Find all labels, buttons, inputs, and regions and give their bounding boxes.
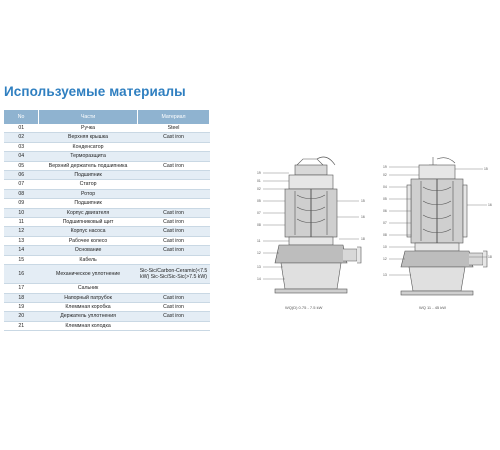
table-body xyxy=(4,124,210,331)
svg-text:14: 14 xyxy=(257,277,261,281)
row-no: 07 xyxy=(4,180,39,189)
row-material: Cast iron xyxy=(138,236,210,245)
row-part: Клеммная коробка xyxy=(39,302,138,311)
svg-text:15: 15 xyxy=(484,167,488,171)
table-row xyxy=(4,152,210,161)
row-no: 06 xyxy=(4,171,39,180)
row-material xyxy=(138,171,210,180)
row-no: 20 xyxy=(4,312,39,321)
row-part: Подшипник xyxy=(39,171,138,180)
row-material: Cast iron xyxy=(138,246,210,255)
svg-text:05: 05 xyxy=(383,197,387,201)
left-diagram-caption: WQ(D) 0.75 - 7.5 kW xyxy=(285,305,323,310)
row-no: 03 xyxy=(4,142,39,151)
table-row xyxy=(4,161,210,170)
row-no: 10 xyxy=(4,208,39,217)
row-material: Cast iron xyxy=(138,161,210,170)
header-no: No xyxy=(4,110,39,124)
row-material xyxy=(138,180,210,189)
row-no: 01 xyxy=(4,124,39,133)
svg-text:04: 04 xyxy=(383,185,387,189)
svg-text:19: 19 xyxy=(257,171,261,175)
row-no: 14 xyxy=(4,246,39,255)
row-part: Основание xyxy=(39,246,138,255)
row-part: Ручка xyxy=(39,124,138,133)
svg-text:02: 02 xyxy=(383,173,387,177)
svg-text:07: 07 xyxy=(257,211,261,215)
page-title: Используемые материалы xyxy=(4,84,186,99)
row-material: Cast iron xyxy=(138,312,210,321)
row-part: Держатель уплотнения xyxy=(39,312,138,321)
table-row xyxy=(4,255,210,264)
row-material xyxy=(138,284,210,293)
row-part: Клеммная колодка xyxy=(39,321,138,330)
table-row xyxy=(4,302,210,311)
row-material xyxy=(138,199,210,208)
table-row xyxy=(4,189,210,198)
svg-text:08: 08 xyxy=(383,233,387,237)
svg-text:07: 07 xyxy=(383,221,387,225)
row-material xyxy=(138,189,210,198)
header-part: Части xyxy=(39,110,138,124)
row-no: 02 xyxy=(4,133,39,142)
table-row xyxy=(4,208,210,217)
svg-text:11: 11 xyxy=(257,239,261,243)
row-no: 17 xyxy=(4,284,39,293)
row-part: Подшипник xyxy=(39,199,138,208)
row-material xyxy=(138,321,210,330)
table-row xyxy=(4,171,210,180)
svg-text:08: 08 xyxy=(257,223,261,227)
table-header-row xyxy=(4,110,210,124)
table-row xyxy=(4,293,210,302)
pump-diagram-small xyxy=(255,155,375,315)
svg-text:18: 18 xyxy=(488,255,492,259)
row-part: Корпус насоса xyxy=(39,227,138,236)
row-material: Cast iron xyxy=(138,218,210,227)
row-part: Терморазщита xyxy=(39,152,138,161)
row-no: 15 xyxy=(4,255,39,264)
row-part: Напорный патрубок xyxy=(39,293,138,302)
row-part: Статор xyxy=(39,180,138,189)
svg-text:10: 10 xyxy=(383,245,387,249)
svg-text:06: 06 xyxy=(383,209,387,213)
row-no: 18 xyxy=(4,293,39,302)
row-part: Рабочее колесо xyxy=(39,236,138,245)
table-row xyxy=(4,312,210,321)
svg-text:19: 19 xyxy=(383,165,387,169)
row-no: 12 xyxy=(4,227,39,236)
materials-table xyxy=(4,110,210,331)
row-no: 13 xyxy=(4,236,39,245)
row-part: Конденсатор xyxy=(39,142,138,151)
svg-text:16: 16 xyxy=(361,215,365,219)
row-no: 04 xyxy=(4,152,39,161)
row-part: Верхний держатель подшипника xyxy=(39,161,138,170)
table-row xyxy=(4,199,210,208)
table-row xyxy=(4,321,210,330)
table-row xyxy=(4,284,210,293)
row-material: Sic-Sic/Carbon-Ceramic(<7.5 kW) Sic-Sic/Sic-Sic(>7.5 kW) xyxy=(138,265,210,284)
row-part: Ротор xyxy=(39,189,138,198)
row-material: Cast iron xyxy=(138,302,210,311)
right-diagram-caption: WQ 11 - 45 kW xyxy=(419,305,447,310)
row-part: Подшипниковый щит xyxy=(39,218,138,227)
svg-text:16: 16 xyxy=(488,203,492,207)
svg-text:13: 13 xyxy=(383,273,387,277)
svg-text:05: 05 xyxy=(257,199,261,203)
row-no: 21 xyxy=(4,321,39,330)
row-no: 11 xyxy=(4,218,39,227)
svg-text:12: 12 xyxy=(257,251,261,255)
row-material xyxy=(138,142,210,151)
table-row xyxy=(4,133,210,142)
row-material: Steel xyxy=(138,124,210,133)
svg-text:12: 12 xyxy=(383,257,387,261)
row-part: Верхняя крышка xyxy=(39,133,138,142)
table-row xyxy=(4,180,210,189)
row-material xyxy=(138,255,210,264)
table-row xyxy=(4,218,210,227)
row-part: Сальник xyxy=(39,284,138,293)
svg-text:15: 15 xyxy=(361,199,365,203)
row-no: 05 xyxy=(4,161,39,170)
svg-text:18: 18 xyxy=(361,237,365,241)
svg-text:02: 02 xyxy=(257,187,261,191)
svg-text:01: 01 xyxy=(257,179,261,183)
row-material: Cast iron xyxy=(138,133,210,142)
pump-diagram-large xyxy=(383,155,498,315)
row-part: Механическое уплотнение xyxy=(39,265,138,284)
row-material: Cast iron xyxy=(138,293,210,302)
table-row xyxy=(4,227,210,236)
svg-text:13: 13 xyxy=(257,265,261,269)
row-part: Корпус двигателя xyxy=(39,208,138,217)
row-material: Cast iron xyxy=(138,208,210,217)
table-row xyxy=(4,265,210,284)
row-no: 09 xyxy=(4,199,39,208)
row-no: 08 xyxy=(4,189,39,198)
row-material: Cast iron xyxy=(138,227,210,236)
row-material xyxy=(138,152,210,161)
table-row xyxy=(4,246,210,255)
row-part: Кабель xyxy=(39,255,138,264)
table-row xyxy=(4,124,210,133)
table-row xyxy=(4,236,210,245)
header-material: Материал xyxy=(138,110,210,124)
row-no: 16 xyxy=(4,265,39,284)
row-no: 19 xyxy=(4,302,39,311)
table-row xyxy=(4,142,210,151)
